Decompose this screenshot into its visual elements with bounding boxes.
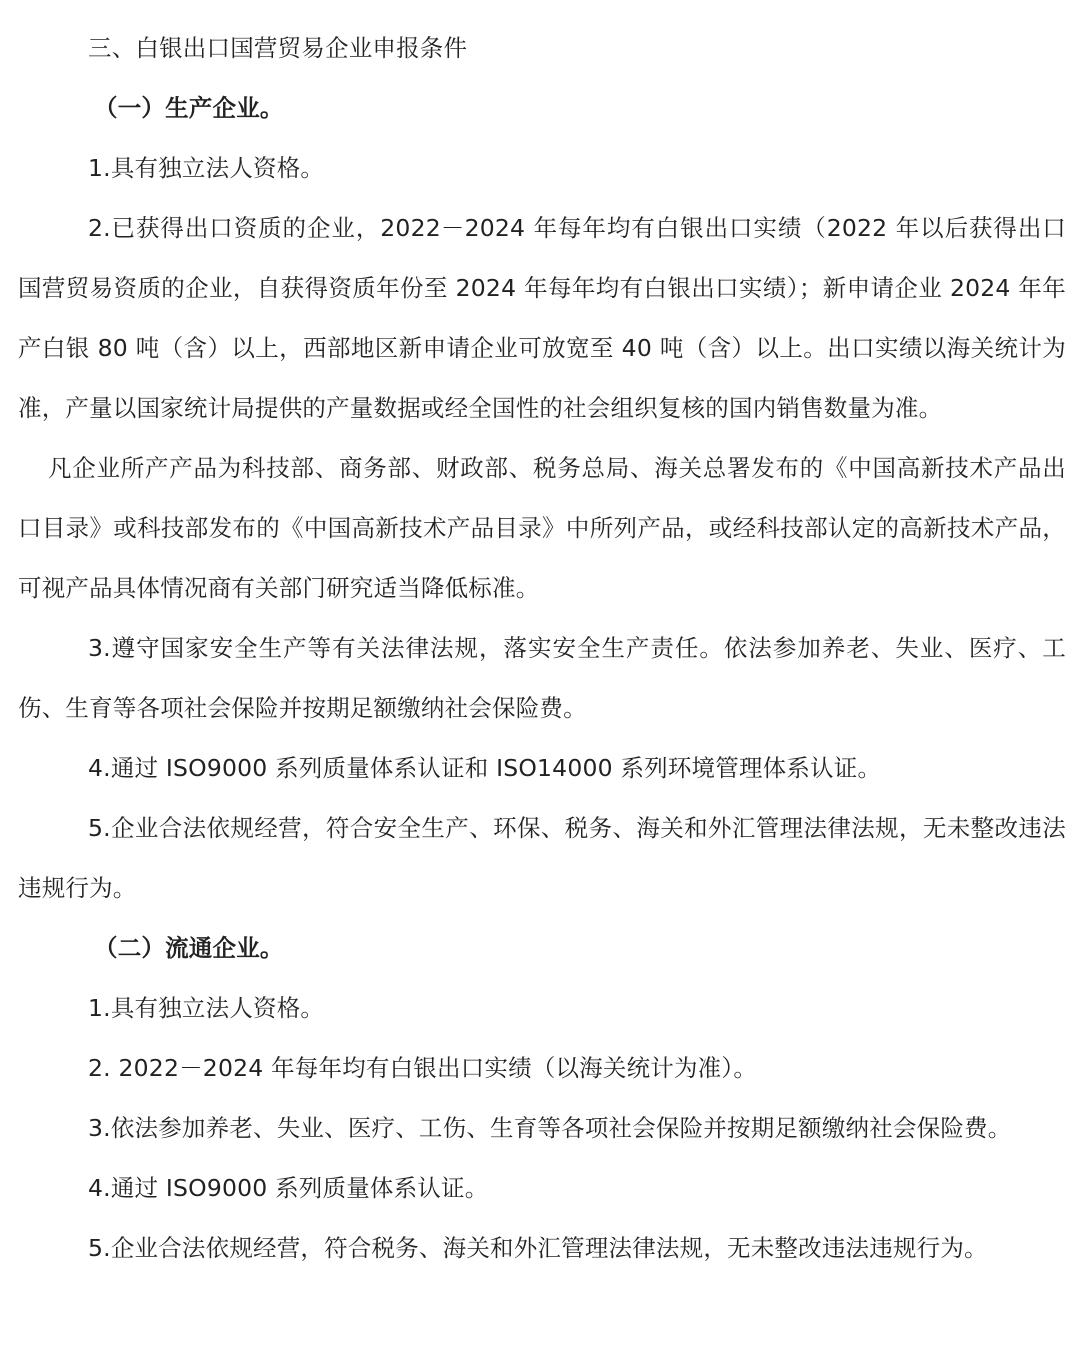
- section-title: 三、白银出口国营贸易企业申报条件: [88, 34, 468, 62]
- circulation-heading: （二）流通企业。: [94, 934, 284, 962]
- circulation-item-1: 1.具有独立法人资格。: [88, 994, 325, 1022]
- production-item-1: 1.具有独立法人资格。: [88, 154, 325, 182]
- production-item-note: 凡企业所产产品为科技部、商务部、财政部、税务总局、海关总署发布的《中国高新技术产品出口目录》或科技部发布的《中国高新技术产品目录》中所列产品，或经科技部认定的高新技术产品，可视产品具体情况商有关部门研究适当降低标准。: [18, 454, 1066, 602]
- production-item-4: 4.通过 ISO9000 系列质量体系认证和 ISO14000 系列环境管理体系认证。: [88, 754, 882, 782]
- circulation-item-5: 5.企业合法依规经营，符合税务、海关和外汇管理法律法规，无未整改违法违规行为。: [88, 1234, 988, 1262]
- production-item-5: 5.企业合法依规经营，符合安全生产、环保、税务、海关和外汇管理法律法规，无未整改违法违规行为。: [18, 814, 1066, 902]
- document-body: [18, 18, 1066, 1278]
- circulation-item-2: 2. 2022－2024 年每年均有白银出口实绩（以海关统计为准）。: [88, 1054, 758, 1082]
- production-item-2: 2.已获得出口资质的企业，2022－2024 年每年均有白银出口实绩（2022 年以后获得出口国营贸易资质的企业，自获得资质年份至 2024 年每年均有白银出口实绩）；新申请企业 2024 年年产白银 80 吨（含）以上，西部地区新申请企业可放宽至 40 吨（含）以上。出口实绩以海关统计为准，产量以国家统计局提供的产量数据或经全国性的社会组织复核的国内销售数量为准。: [18, 214, 1066, 422]
- circulation-item-4: 4.通过 ISO9000 系列质量体系认证。: [88, 1174, 489, 1202]
- production-heading: （一）生产企业。: [94, 94, 284, 122]
- circulation-item-3: 3.依法参加养老、失业、医疗、工伤、生育等各项社会保险并按期足额缴纳社会保险费。: [88, 1114, 1012, 1142]
- production-item-3: 3.遵守国家安全生产等有关法律法规，落实安全生产责任。依法参加养老、失业、医疗、工伤、生育等各项社会保险并按期足额缴纳社会保险费。: [18, 634, 1066, 722]
